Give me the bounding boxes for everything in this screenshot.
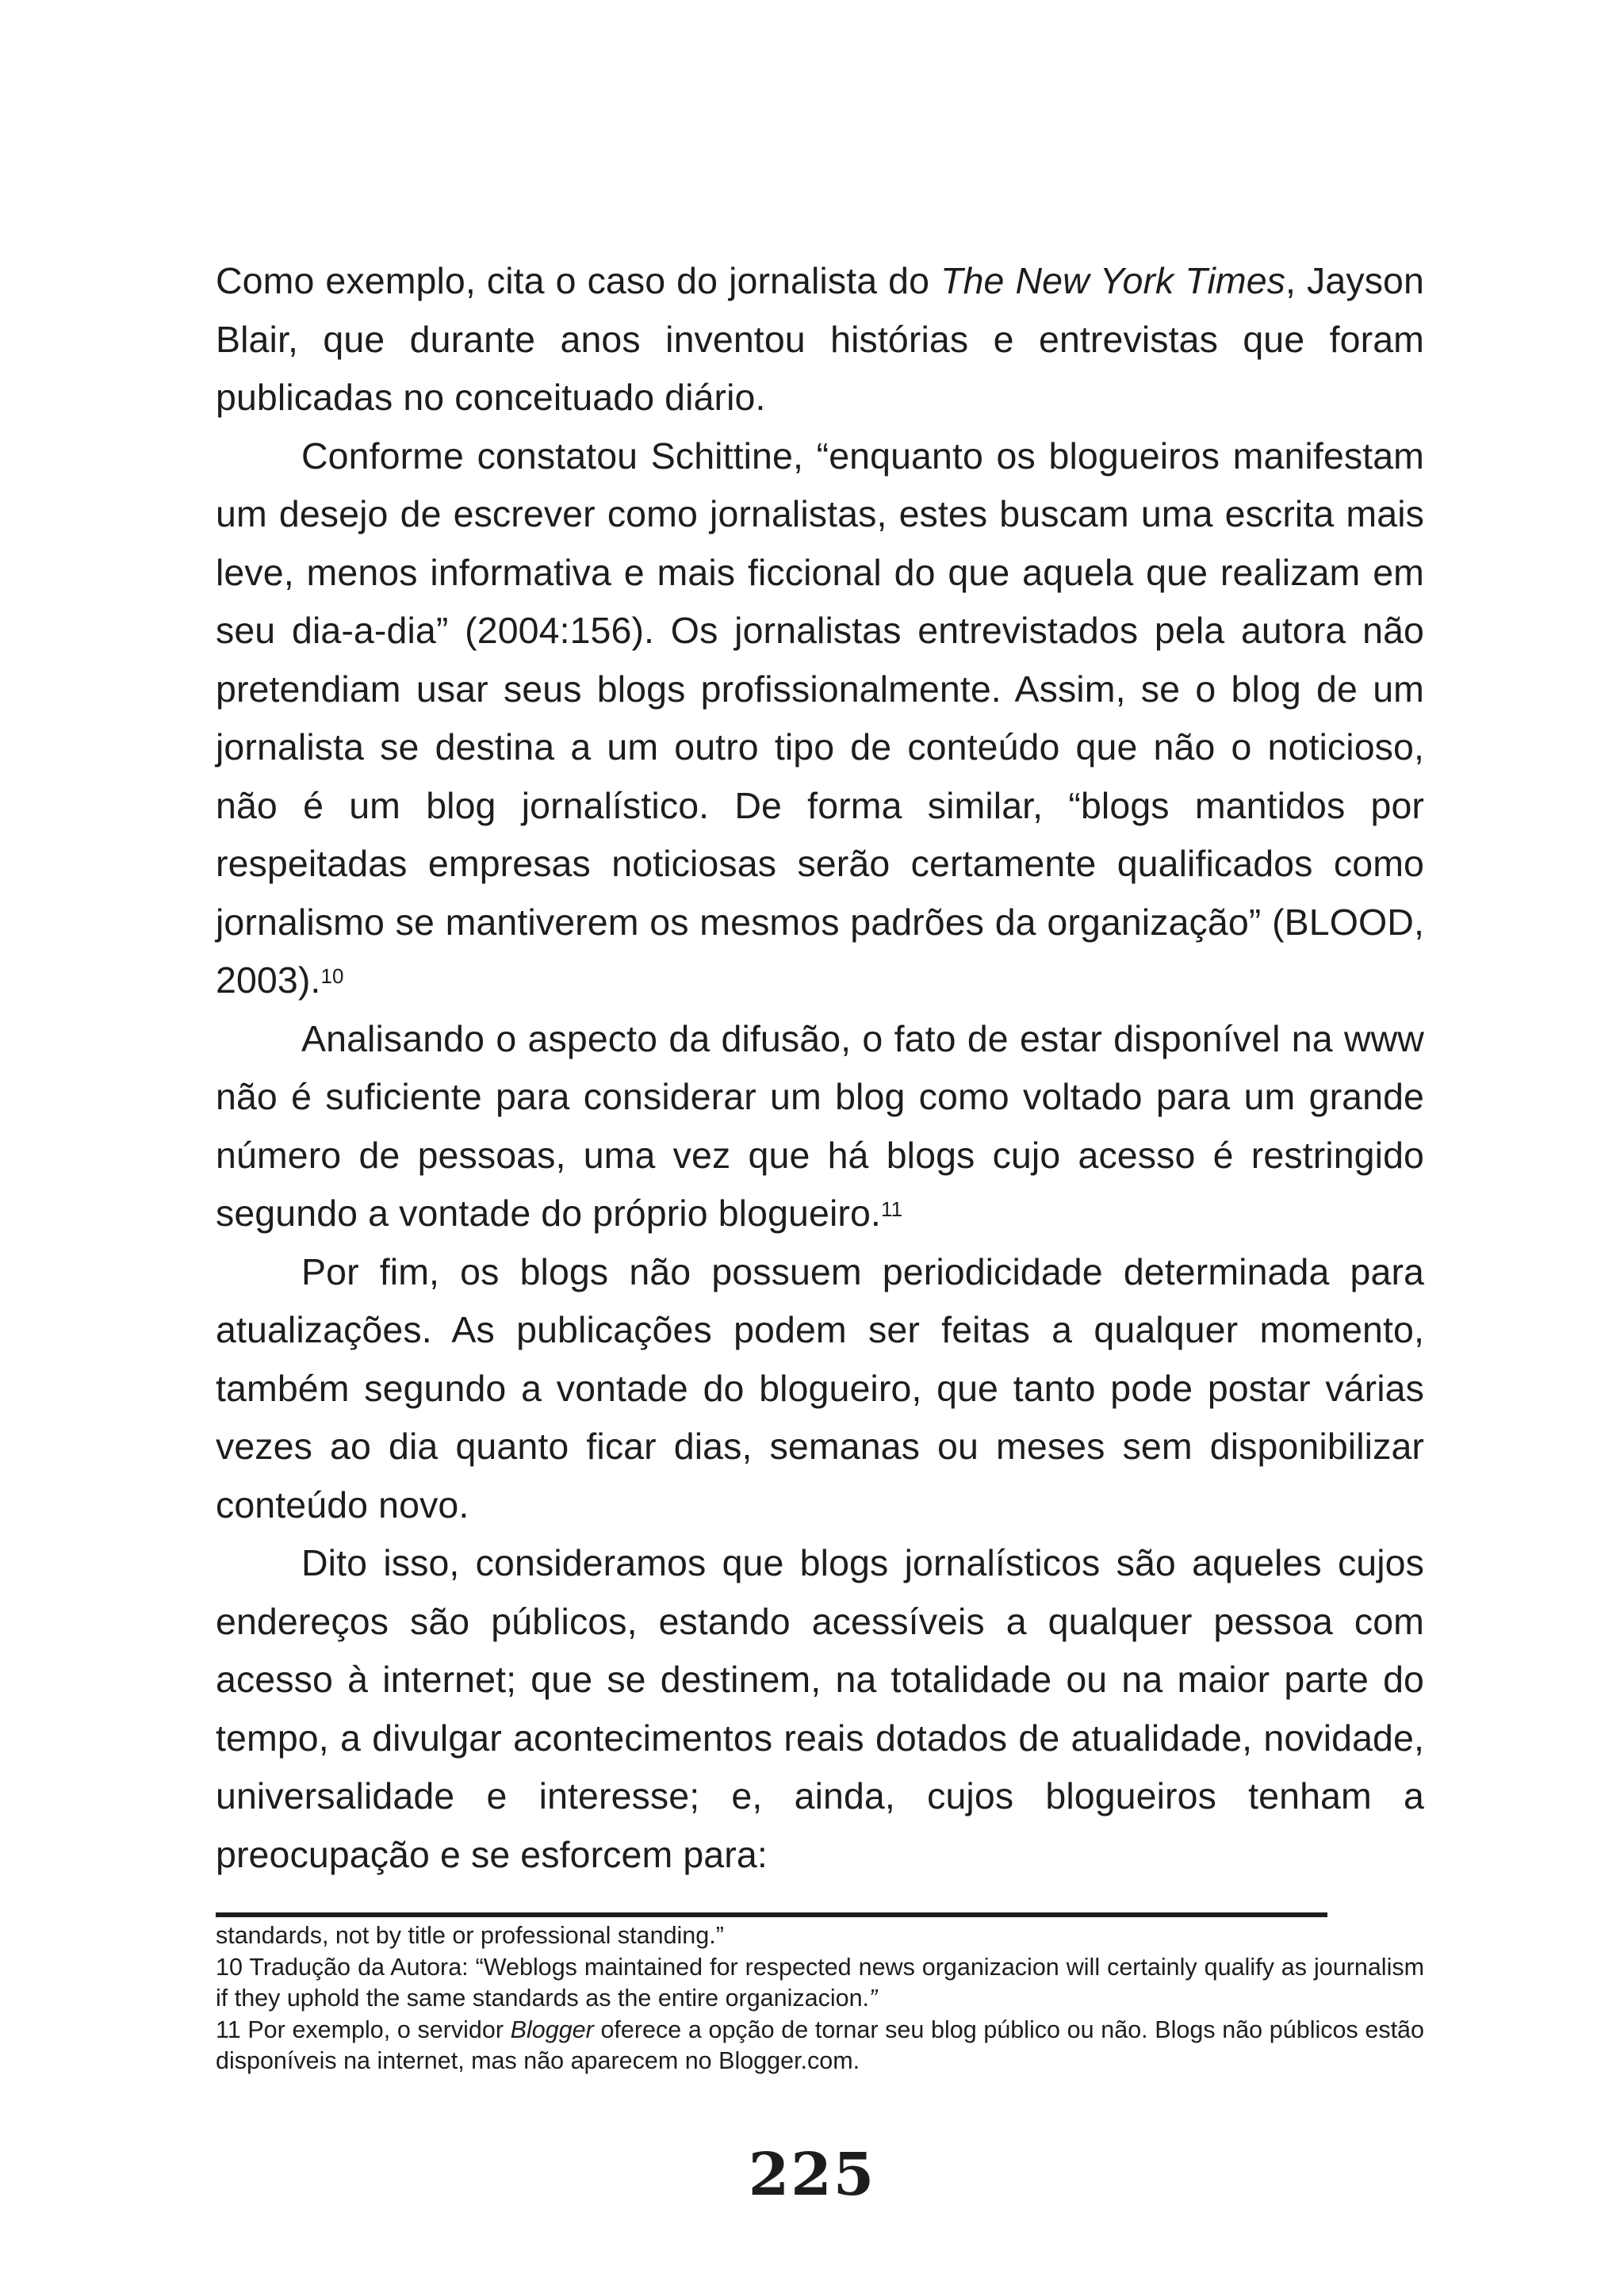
- paragraph-2: Conforme constatou Schittine, “enquanto os blogueiros manifestam um desejo de escrever como jornalistas, estes buscam uma escrita mais leve, menos informativa e mais ficcional do que aquela que realizam em seu dia-a-dia” (2004:156). Os jornalistas entrevistados pela autora não pretendiam usar seus blogs profissionalmente. Assim, se o blog de um jornalista se destina a um outro tipo de conteúdo que não o noticioso, não é um blog jornalístico. De forma similar, “blogs mantidos por respeitadas empresas noticiosas serão certamente qualificados como jornalismo se mantiverem os mesmos padrões da organização” (BLOOD, 2003).$^{10}$: [216, 435, 1424, 1001]
- footnote-ref-11: 11: [880, 1197, 903, 1221]
- paragraph-5: Dito isso, consideramos que blogs jornalísticos são aqueles cujos endereços são públicos, estando acessíveis a qualquer pessoa com acesso à internet; que se destinem, na totalidade ou na maior parte do tempo, a divulgar acontecimentos reais dotados de atualidade, novidade, universalidade e interesse; e, ainda, cujos blogueiros tenham a preocupação e se esforcem para:: [216, 1542, 1424, 1875]
- footnote-divider: [216, 1912, 1327, 1917]
- paragraph-4: Por fim, os blogs não possuem periodicidade determinada para atualizações. As publicações podem ser feitas a qualquer momento, também segundo a vontade do blogueiro, que tanto pode postar várias vezes ao dia quanto ficar dias, semanas ou meses sem disponibilizar conteúdo novo.: [216, 1250, 1424, 1526]
- blogger-name: Blogger: [510, 2016, 594, 2043]
- footnote-11: 11 Por exemplo, o servidor Blogger oferece a opção de tornar seu blog público ou não. Blogs não públicos estão disponíveis na internet, mas não aparecem no Blogger.com.: [216, 2016, 1424, 2074]
- footnote-10: 10 Tradução da Autora: “Weblogs maintained for respected news organizacion will certainly qualify as journalism if they uphold the same standards as the entire organizacion.”: [216, 1953, 1424, 2012]
- newspaper-title: The New York Times: [940, 260, 1286, 301]
- paragraph-3: Analisando o aspecto da difusão, o fato de estar disponível na www não é suficiente para considerar um blog como voltado para um grande número de pessoas, uma vez que há blogs cujo acesso é restringido segundo a vontade do próprio blogueiro.$^{11}$: [216, 1017, 1424, 1234]
- footnotes: [216, 1920, 1424, 2077]
- footnote-ref-10: 10: [320, 964, 344, 988]
- footnote-continued: standards, not by title or professional standing.”: [216, 1922, 724, 1949]
- page-number: 225: [748, 2141, 876, 2209]
- paragraph-1: Como exemplo, cita o caso do jornalista do The New York Times, Jayson Blair, que durante anos inventou histórias e entrevistas que foram publicadas no conceituado diário.: [216, 260, 1424, 418]
- body-text: [216, 252, 1424, 1884]
